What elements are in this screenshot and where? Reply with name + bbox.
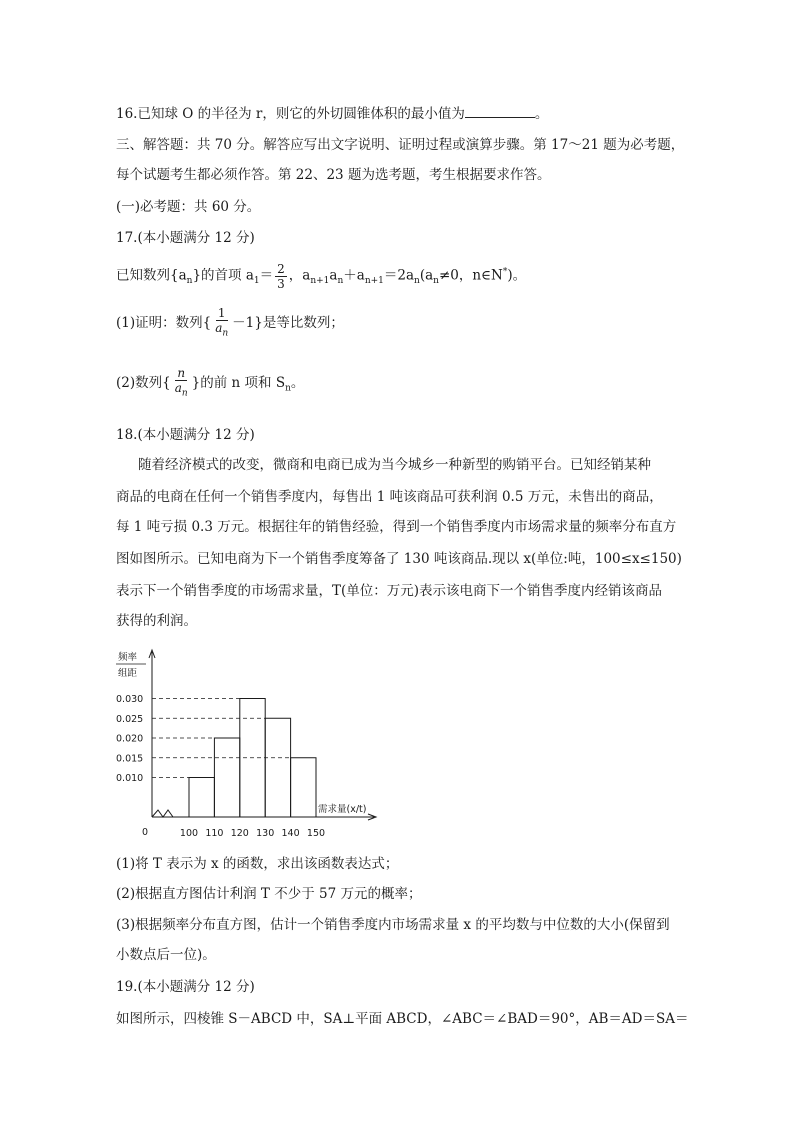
q17-part2-text: 。 <box>290 375 305 391</box>
q19-line1: 如图所示，四棱锥 S－ABCD 中，SA⊥平面 ABCD，∠ABC＝∠BAD＝90°，AB＝AD＝SA＝ <box>116 1011 689 1027</box>
q18-sub1: (1)将 T 表示为 x 的函数，求出该函数表达式； <box>116 856 399 872</box>
q17-intro-text: ＝ <box>259 267 274 284</box>
q17-intro-text: ≠0，n∈N <box>438 267 503 284</box>
q16-end: 。 <box>534 106 549 122</box>
q18-para-line: 获得的利润。 <box>116 613 197 629</box>
q18-para-line: 图如图所示。已知电商为下一个销售季度筹备了 130 吨该商品.现以 x(单位:吨，100≤x≤150) <box>116 551 682 567</box>
fraction-numerator: 2 <box>277 261 285 276</box>
histogram-bar <box>291 758 316 817</box>
q17-intro-text: ，a <box>288 267 311 284</box>
x-axis-label: 需求量(x/t) <box>318 804 367 815</box>
section3-line2: 每个试题考生都必须作答。第 22、23 题为选考题，考生根据要求作答。 <box>116 167 551 183</box>
denominator-base: a <box>215 321 223 336</box>
q17-intro <box>116 257 526 296</box>
q17-intro-text: a <box>329 267 338 284</box>
q17-intro-text: ＝2a <box>383 267 415 284</box>
y-tick-label: 0.015 <box>116 753 144 765</box>
part1-heading: (一)必考题：共 60 分。 <box>116 199 261 215</box>
chart-marks <box>116 694 325 839</box>
q17-part1 <box>116 306 344 341</box>
y-tick-label: 0.030 <box>116 694 144 705</box>
q17-intro-text: (a <box>419 267 434 284</box>
y-label-top: 频率 <box>118 652 138 663</box>
answer-blank <box>465 104 535 118</box>
q16-line <box>116 104 548 123</box>
subscript: 1 <box>253 276 260 287</box>
x-tick-label: 100 <box>179 828 199 839</box>
x-tick-label: 140 <box>281 828 300 839</box>
denominator-base: a <box>174 381 182 396</box>
histogram-bar <box>189 778 214 818</box>
x-tick-label: 110 <box>205 828 224 839</box>
chart-static <box>116 650 376 838</box>
fraction-numerator: 1 <box>217 306 226 321</box>
section3-line1: 三、解答题：共 70 分。解答应写出文字说明、证明过程或演算步骤。第 17～21 题为必考题， <box>116 137 685 153</box>
fraction-denominator: 3 <box>277 276 285 291</box>
q17-intro-text: 已知数列{a <box>116 267 187 284</box>
fraction-denominator <box>173 381 190 400</box>
fraction-numerator: n <box>177 366 186 381</box>
y-tick-label: 0.025 <box>116 713 144 725</box>
subscript: n <box>414 276 420 287</box>
origin-label: 0 <box>142 827 149 838</box>
histogram-bar <box>214 738 239 817</box>
q18-para-line: 商品的电商在任何一个销售季度内，每售出 1 吨该商品可获利润 0.5 万元，未售出的商品， <box>116 489 663 505</box>
q17-intro-text: }的首项 a <box>192 267 254 284</box>
q17-intro-text: )。 <box>507 267 527 284</box>
histogram-bar <box>265 718 290 817</box>
subscript: n+1 <box>364 276 384 287</box>
y-tick-label: 0.010 <box>116 773 144 784</box>
q19-header: 19.(本小题满分 12 分) <box>116 979 255 995</box>
subscript: n <box>337 276 344 287</box>
q18-sub2: (2)根据直方图估计利润 T 不少于 57 万元的概率； <box>116 886 422 902</box>
subscript: n+1 <box>310 276 330 287</box>
subscript: n <box>433 276 439 287</box>
q17-part2 <box>116 366 304 406</box>
subscript: n <box>285 383 291 394</box>
q17-part1-text: －1}是等比数列； <box>232 315 344 331</box>
q17-part2-text: (2)数列{ <box>116 375 171 391</box>
x-tick-label: 120 <box>230 828 249 839</box>
fraction-one-over-an <box>213 306 230 340</box>
subscript: n <box>222 328 229 339</box>
y-label-bottom: 组距 <box>118 668 138 679</box>
fraction-n-over-an <box>173 366 190 400</box>
q18-para-line: 表示下一个销售季度的市场需求量，T(单位：万元)表示该电商下一个销售季度内经销该商品 <box>116 583 663 599</box>
q17-header: 17.(本小题满分 12 分) <box>116 230 255 246</box>
subscript: n <box>186 276 193 287</box>
frequency-histogram <box>112 646 392 842</box>
q18-para-line: 每 1 吨亏损 0.3 万元。根据往年的销售经验，得到一个销售季度内市场需求量的频率分布直方 <box>116 519 677 535</box>
q17-part1-text: (1)证明：数列{ <box>116 315 212 331</box>
q17-part2-text: }的前 n 项和 S <box>191 375 286 391</box>
q18-sub3-line1: (3)根据频率分布直方图，估计一个销售季度内市场需求量 x 的平均数与中位数的大小(保留到 <box>116 917 670 933</box>
q17-intro-text: ＋a <box>343 267 365 284</box>
x-tick-label: 130 <box>256 828 275 839</box>
fraction-two-thirds <box>275 262 287 291</box>
superscript: * <box>502 267 508 277</box>
q16-text: 16.已知球 O 的半径为 r，则它的外切圆锥体积的最小值为 <box>116 106 465 122</box>
fraction-denominator <box>213 321 230 340</box>
subscript: n <box>181 388 188 399</box>
x-tick-label: 150 <box>306 828 326 839</box>
axis-break-zigzag <box>152 810 173 817</box>
q18-sub3-line2: 小数点后一位)。 <box>116 947 216 963</box>
q18-para-line: 随着经济模式的改变，微商和电商已成为当今城乡一种新型的购销平台。已知经销某种 <box>138 457 651 473</box>
q18-header: 18.(本小题满分 12 分) <box>116 427 255 443</box>
y-tick-label: 0.020 <box>116 733 144 745</box>
